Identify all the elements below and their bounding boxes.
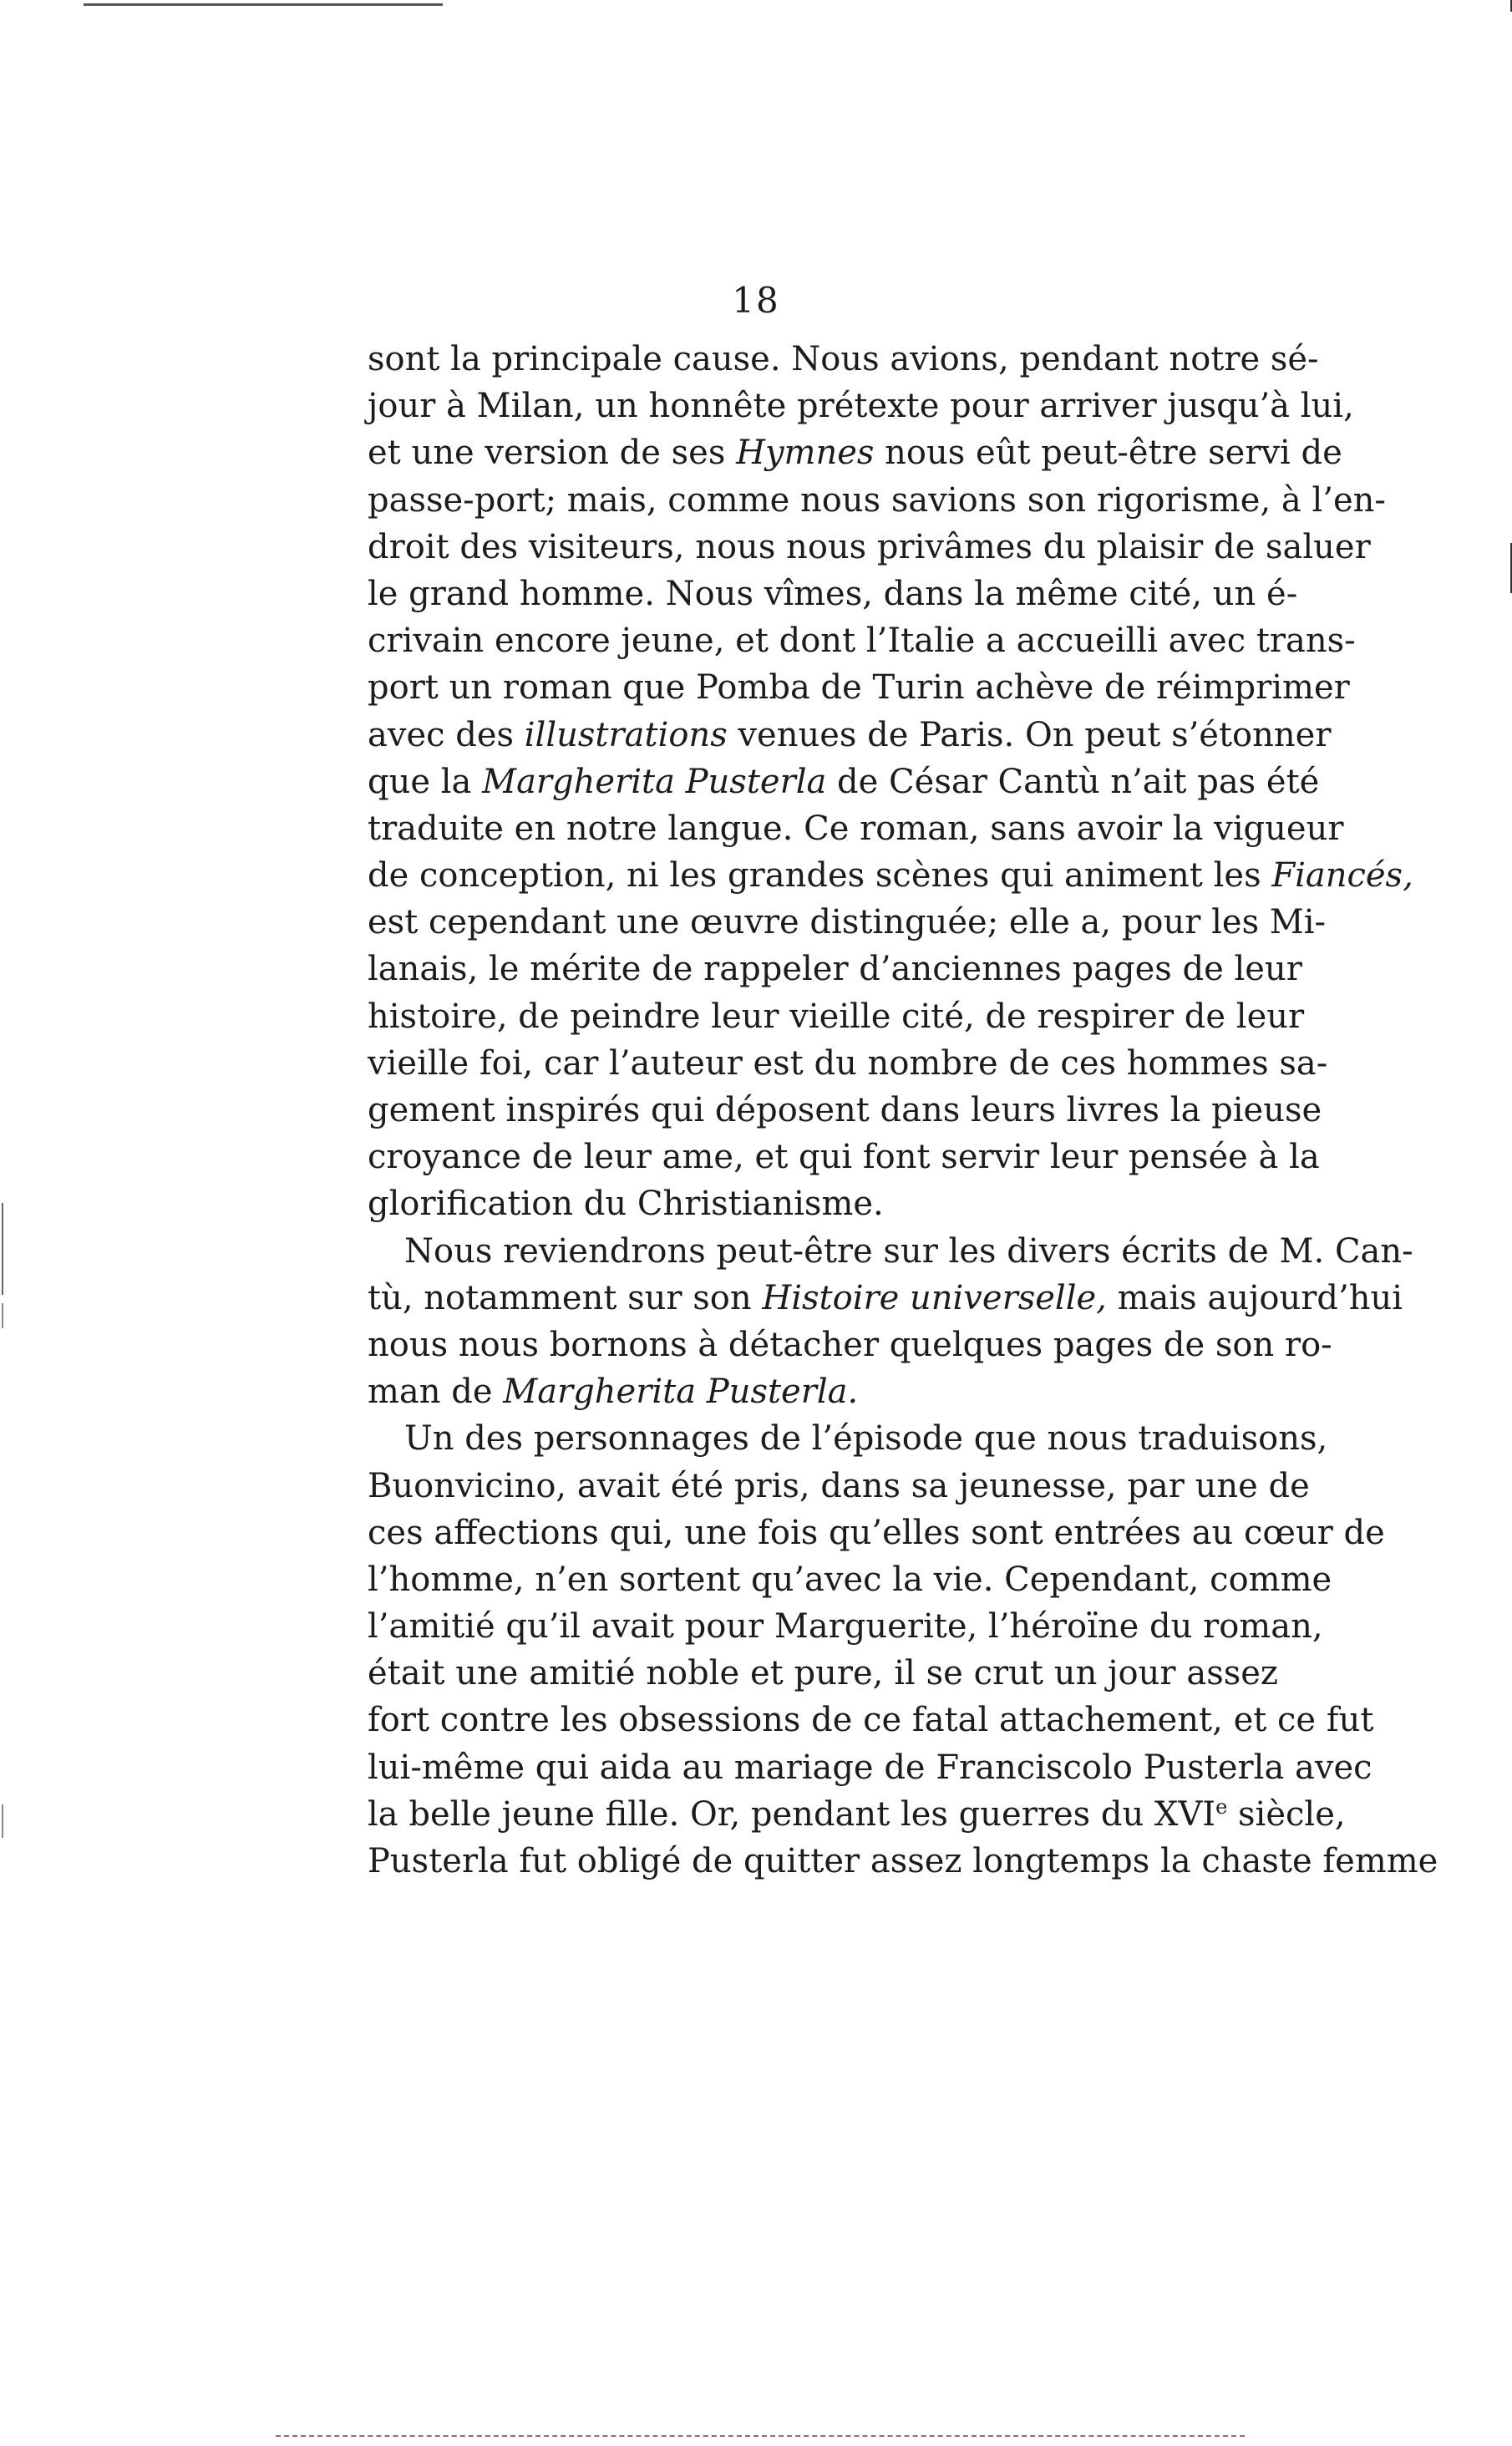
text-run: traduite en notre langue. Ce roman, sans avoir la vigueur <box>368 809 1344 848</box>
text-line <box>368 1510 1385 1556</box>
text-run: tù, notamment sur son <box>368 1278 763 1317</box>
text-line <box>368 1322 1332 1368</box>
text-line <box>368 712 1332 759</box>
text-run: nous nous bornons à détacher quelques pages de son ro- <box>368 1325 1332 1364</box>
text-line <box>368 477 1386 524</box>
text-run: de conception, ni les grandes scènes qui animent les <box>368 856 1272 896</box>
text-run: et une version de ses <box>368 434 737 473</box>
text-line <box>368 1556 1332 1603</box>
text-line <box>368 852 1413 899</box>
text-line <box>368 1275 1403 1322</box>
text-line <box>368 1134 1320 1180</box>
text-run: siècle, <box>1227 1794 1346 1834</box>
text-run: la belle jeune fille. Or, pendant les guerres du XVI <box>368 1794 1216 1834</box>
text-run: glorification du Christianisme. <box>368 1185 884 1224</box>
text-run: le grand homme. Nous vîmes, dans la même cité, un é- <box>368 574 1298 613</box>
text-line <box>368 1180 1278 1227</box>
italic-text: illustrations <box>524 715 728 754</box>
text-line <box>368 1838 1438 1885</box>
text-line <box>368 1791 1346 1838</box>
scan-margin-mark <box>2 1804 3 1838</box>
text-run: lanais, le mérite de rappeler d’anciennes pages de leur <box>368 950 1302 989</box>
text-run: histoire, de peindre leur vieille cité, de respirer de leur <box>368 997 1305 1036</box>
text-run: Un des personnages de l’épisode que nous traduisons, <box>404 1419 1328 1459</box>
text-run: mais aujourd’hui <box>1106 1278 1403 1317</box>
text-line <box>368 805 1344 852</box>
text-run: que la <box>368 762 483 801</box>
text-run: fort contre les obsessions de ce fatal attachement, et ce fut <box>368 1701 1374 1740</box>
italic-text: Margherita Pusterla <box>482 762 827 801</box>
text-run: jour à Milan, un honnête prétexte pour arriver jusqu’à lui, <box>368 387 1354 426</box>
text-run: est cependant une œuvre distinguée; elle a, pour les Mi- <box>368 903 1327 942</box>
text-line <box>368 1415 1328 1462</box>
scan-margin-mark <box>2 1303 3 1328</box>
text-run: man de <box>368 1373 504 1412</box>
text-run: était une amitié noble et pure, il se crut un jour assez <box>368 1654 1278 1693</box>
italic-text: Hymnes <box>736 434 875 473</box>
text-run: gement inspirés qui déposent dans leurs livres la pieuse <box>368 1091 1322 1129</box>
text-run: de César Cantù n’ait pas été <box>826 762 1320 801</box>
text-run: croyance de leur ame, et qui font servir leur pensée à la <box>368 1138 1320 1177</box>
text-run: venues de Paris. On peut s’étonner <box>727 715 1332 754</box>
text-line <box>368 1744 1372 1791</box>
text-line <box>368 1697 1374 1743</box>
text-line <box>368 993 1305 1040</box>
text-line <box>368 1650 1278 1697</box>
scan-edge-rule-top <box>84 3 443 6</box>
body-text <box>368 336 1438 1885</box>
text-run: lui-même qui aida au mariage de Franciscolo Pusterla avec <box>368 1748 1372 1787</box>
text-run: vieille foi, car l’auteur est du nombre de ces hommes sa- <box>368 1043 1328 1083</box>
text-run: ces affections qui, une fois qu’elles sont entrées au cœur de <box>368 1513 1385 1552</box>
text-line <box>368 429 1342 476</box>
text-line <box>368 1368 1278 1415</box>
text-run: port un roman que Pomba de Turin achève de réimprimer <box>368 668 1350 708</box>
text-line <box>368 899 1327 946</box>
text-line <box>368 1228 1413 1275</box>
text-line <box>368 524 1371 571</box>
text-line <box>368 1603 1323 1650</box>
text-run: Buonvicino, avait été pris, dans sa jeunesse, par une de <box>368 1466 1310 1505</box>
italic-text: Margherita Pusterla. <box>503 1373 859 1412</box>
text-run: Pusterla fut obligé de quitter assez longtemps la chaste femme <box>368 1842 1438 1880</box>
text-line <box>368 1463 1310 1510</box>
superscript-text: e <box>1215 1794 1228 1819</box>
text-line <box>368 336 1319 383</box>
text-run: Nous reviendrons peut-être sur les divers écrits de M. Can- <box>404 1231 1413 1271</box>
italic-text: Fiancés, <box>1271 856 1413 896</box>
text-line <box>368 759 1320 805</box>
text-line <box>368 1087 1322 1134</box>
text-run: crivain encore jeune, et dont l’Italie a accueilli avec trans- <box>368 622 1356 661</box>
scan-edge-rule-bottom <box>276 2435 1245 2437</box>
page-number: 18 <box>732 280 780 321</box>
text-line <box>368 383 1354 429</box>
text-run: l’homme, n’en sortent qu’avec la vie. Cependant, comme <box>368 1560 1332 1599</box>
text-line <box>368 946 1302 992</box>
text-line <box>368 664 1350 711</box>
text-run: passe-port; mais, comme nous savions son rigorisme, à l’en- <box>368 480 1386 520</box>
text-run: nous eût peut-être servi de <box>874 434 1342 473</box>
text-line <box>368 617 1356 664</box>
text-run: l’amitié qu’il avait pour Marguerite, l’héroïne du roman, <box>368 1607 1323 1647</box>
text-run: avec des <box>368 715 525 754</box>
text-line <box>368 571 1298 617</box>
text-run: droit des visiteurs, nous nous privâmes du plaisir de saluer <box>368 527 1371 566</box>
text-line <box>368 1040 1328 1087</box>
text-run: sont la principale cause. Nous avions, pendant notre sé- <box>368 340 1319 378</box>
scan-margin-mark <box>2 1203 3 1295</box>
italic-text: Histoire universelle, <box>762 1278 1107 1317</box>
